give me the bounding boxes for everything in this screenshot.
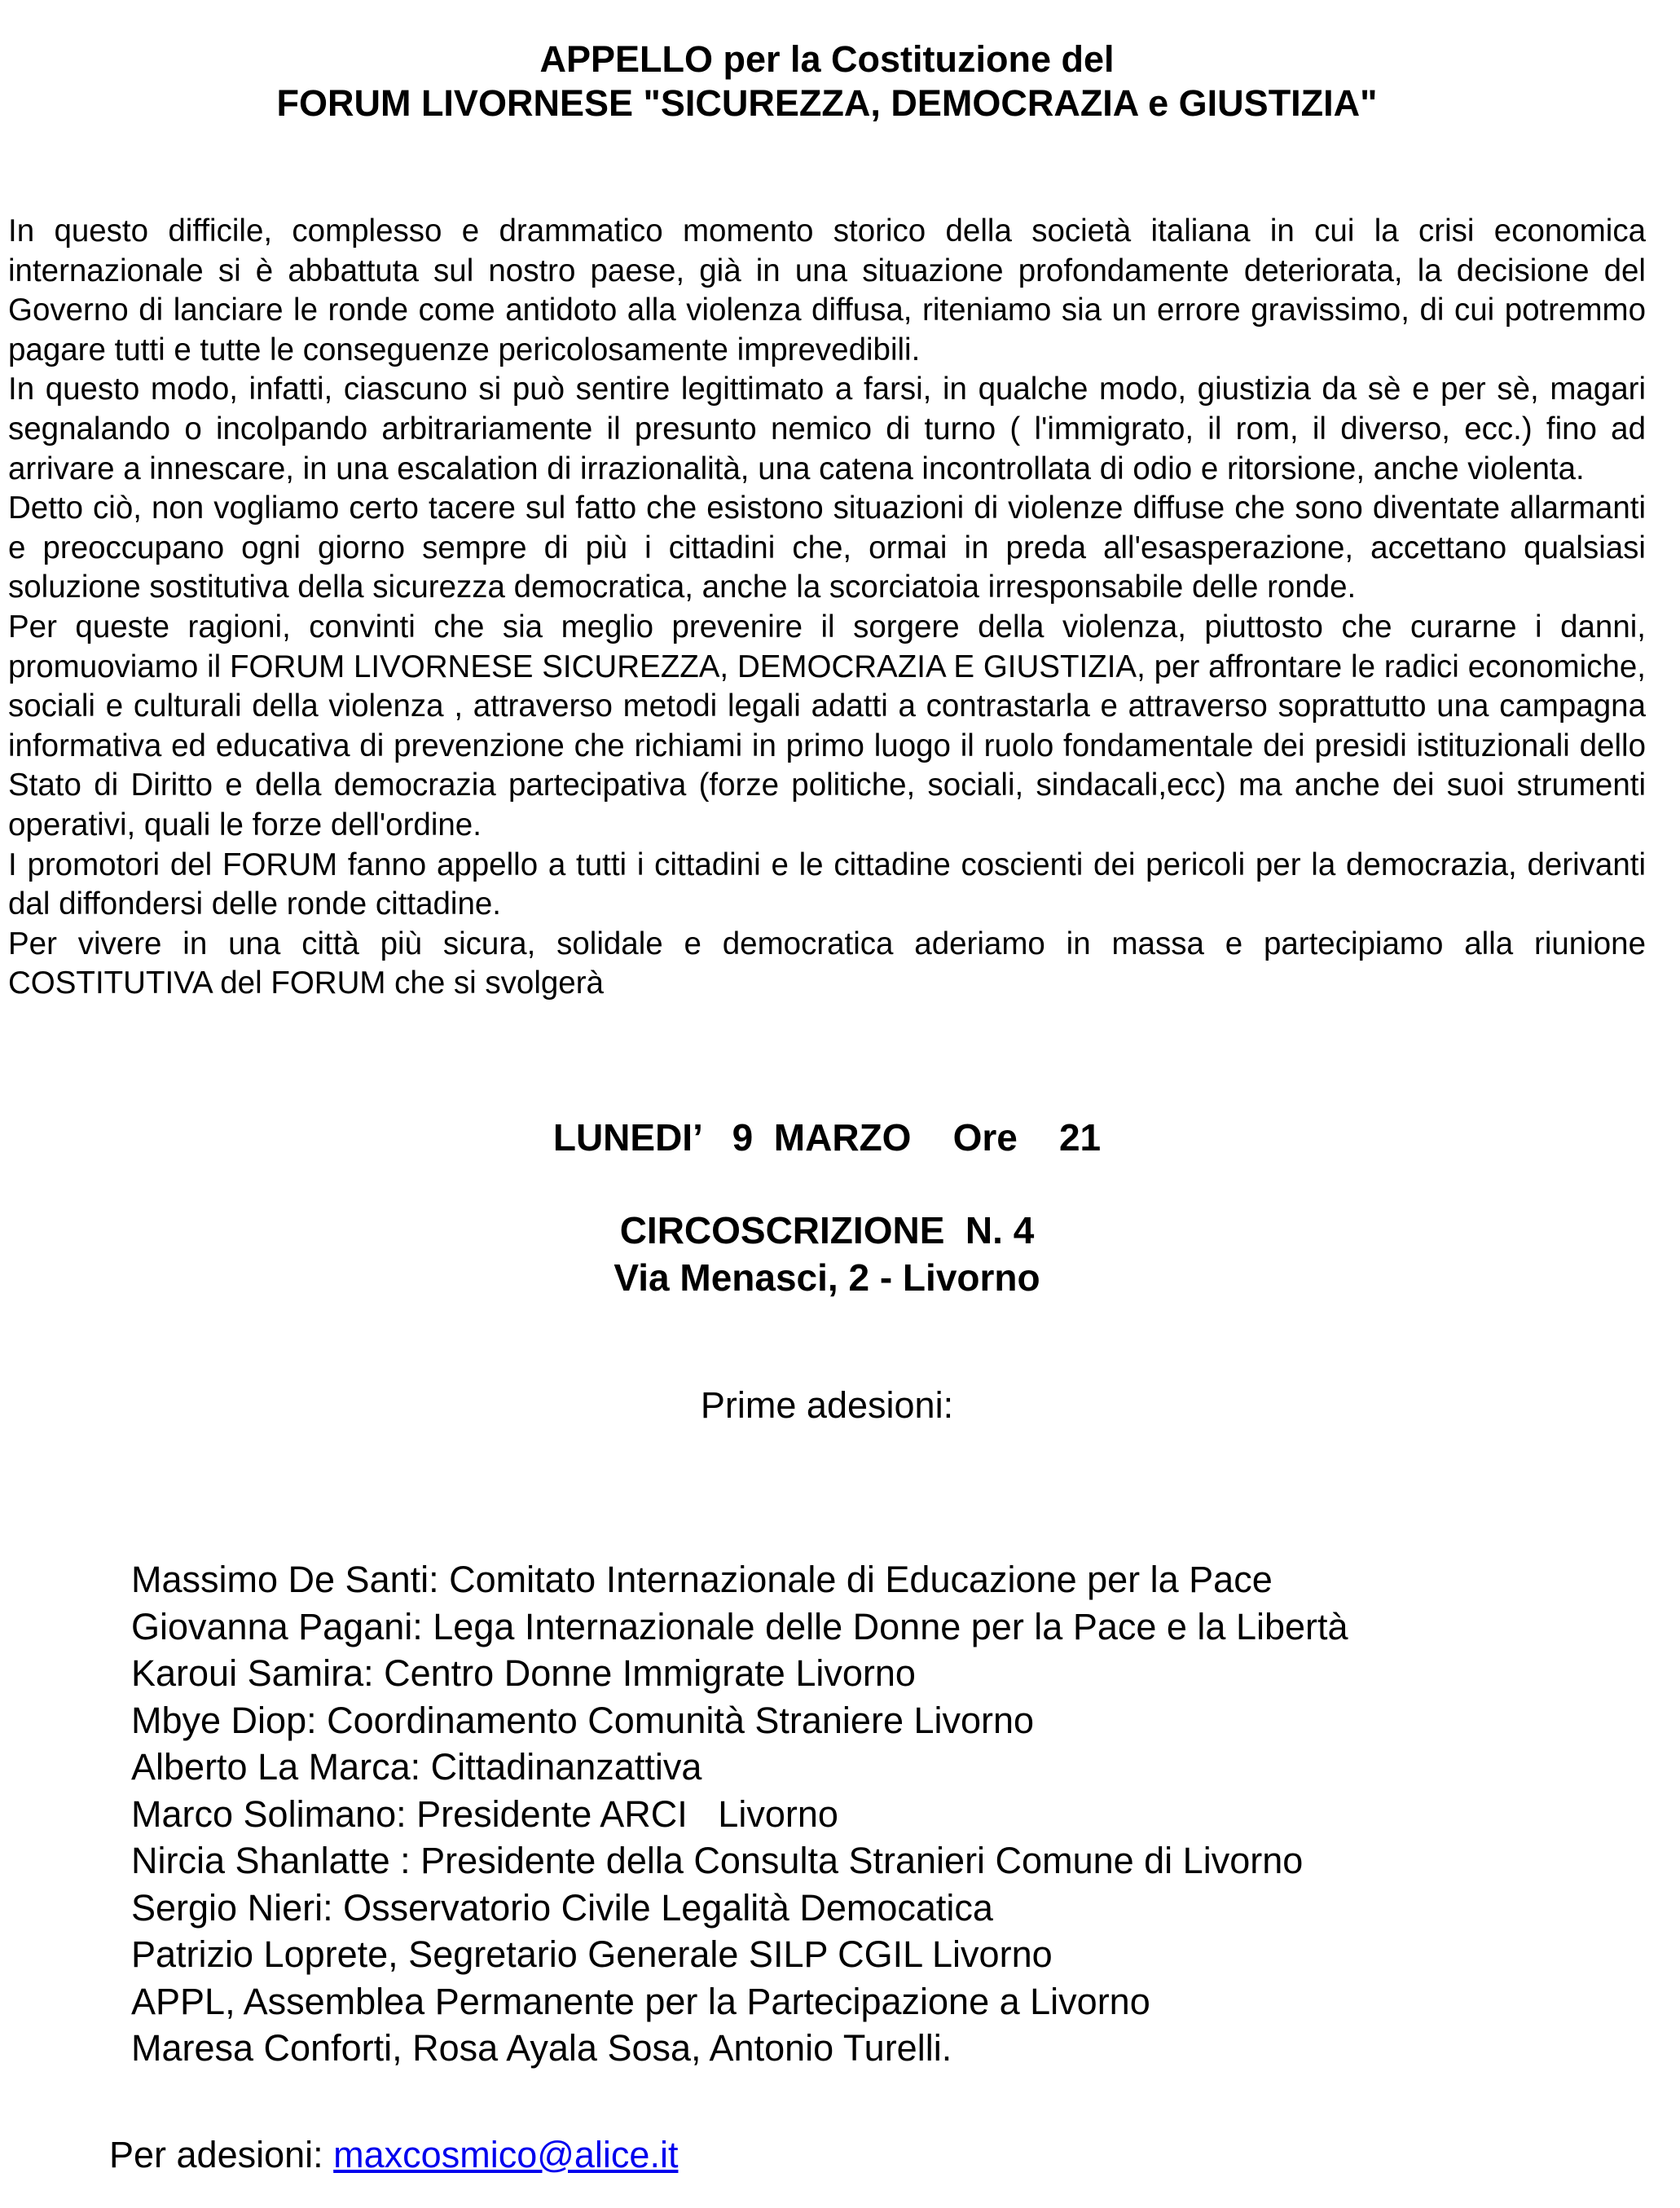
- paragraph: Per queste ragioni, convinti che sia meglio prevenire il sorgere della violenza, piuttosto che curarne i danni, promuoviamo il FORUM LIVORNESE SICUREZZA, DEMOCRAZIA E GIUSTIZIA, per affrontare le radici economiche, sociali e culturali della violenza , attraverso metodi legali adatti a contrastarla e attraverso soprattutto una campagna informativa ed educativa di prevenzione che richiami in primo luogo il ruolo fondamentale dei presidi istituzionali dello Stato di Diritto e della democrazia partecipativa (forze politiche, sociali, sindacali,ecc) ma anche dei suoi strumenti operativi, quali le forze dell'ordine.: [8, 609, 1646, 842]
- page-title: [0, 37, 1654, 125]
- list-item: Sergio Nieri: Osservatorio Civile Legalità Democatica: [131, 1886, 993, 1929]
- event-date: [0, 1114, 1654, 1161]
- list-item: Karoui Samira: Centro Donne Immigrate Livorno: [131, 1652, 916, 1694]
- list-item: Nircia Shanlatte : Presidente della Consulta Stranieri Comune di Livorno: [131, 1840, 1304, 1881]
- paragraph: Per vivere in una città più sicura, solidale e democratica aderiamo in massa e partecipiamo alla riunione COSTITUTIVA del FORUM che si svolgerà: [8, 926, 1646, 1001]
- title-line-2: FORUM LIVORNESE "SICUREZZA, DEMOCRAZIA e GIUSTIZIA": [276, 82, 1378, 124]
- event-location-address: Via Menasci, 2 - Livorno: [614, 1256, 1040, 1299]
- paragraph: Detto ciò, non vogliamo certo tacere sul fatto che esistono situazioni di violenze diffuse che sono diventate allarmanti e preoccupano ogni giorno sempre di più i cittadini che, ormai in preda all'esasperazione, accettano qualsiasi soluzione sostitutiva della sicurezza democratica, anche la scorciatoia irresponsabile delle ronde.: [8, 490, 1646, 605]
- list-item: Patrizio Loprete, Segretario Generale SILP CGIL Livorno: [131, 1933, 1053, 1975]
- title-line-1: APPELLO per la Costituzione del: [539, 38, 1115, 80]
- adhesions-list: [131, 1556, 1647, 2072]
- list-item: Marco Solimano: Presidente ARCI Livorno: [131, 1792, 838, 1835]
- contact-line: [109, 2132, 678, 2178]
- contact-email-link[interactable]: maxcosmico@alice.it: [333, 2134, 679, 2175]
- list-item: Massimo De Santi: Comitato Internazionale di Educazione per la Pace: [131, 1559, 1273, 1600]
- event-date-text: LUNEDI’ 9 MARZO Ore 21: [552, 1116, 1102, 1159]
- contact-label: Per adesioni:: [109, 2134, 334, 2175]
- list-item: Giovanna Pagani: Lega Internazionale delle Donne per la Pace e la Libertà: [131, 1605, 1348, 1647]
- list-item: Alberto La Marca: Cittadinanzattiva: [131, 1746, 702, 1788]
- list-item: Maresa Conforti, Rosa Ayala Sosa, Antonio Turelli.: [131, 2027, 952, 2069]
- list-item: APPL, Assemblea Permanente per la Partecipazione a Livorno: [131, 1980, 1150, 2022]
- event-location: [0, 1207, 1654, 1301]
- list-item: Mbye Diop: Coordinamento Comunità Straniere Livorno: [131, 1699, 1035, 1741]
- paragraph: I promotori del FORUM fanno appello a tutti i cittadini e le cittadine coscienti dei pericoli per la democrazia, derivanti dal diffondersi delle ronde cittadine.: [8, 847, 1646, 922]
- paragraph: In questo difficile, complesso e drammatico momento storico della società italiana in cui la crisi economica internazionale si è abbattuta sul nostro paese, già in una situazione profondamente deteriorata, la decisione del Governo di lanciare le ronde come antidoto alla violenza diffusa, riteniamo sia un errore gravissimo, di cui potremmo pagare tutti e tutte le conseguenze pericolosamente imprevedibili.: [8, 213, 1646, 367]
- event-location-name: CIRCOSCRIZIONE N. 4: [619, 1209, 1035, 1251]
- paragraph: In questo modo, infatti, ciascuno si può sentire legittimato a farsi, in qualche modo, giustizia da sè e per sè, magari segnalando o incolpando arbitrariamente il presunto nemico di turno ( l'immigrato, il rom, il diverso, ecc.) fino ad arrivare a innescare, in una escalation di irrazionalità, una catena incontrollata di odio e ritorsione, anche violenta.: [8, 372, 1646, 486]
- appeal-body: [8, 212, 1646, 1004]
- adhesions-heading: Prime adesioni:: [700, 1384, 954, 1426]
